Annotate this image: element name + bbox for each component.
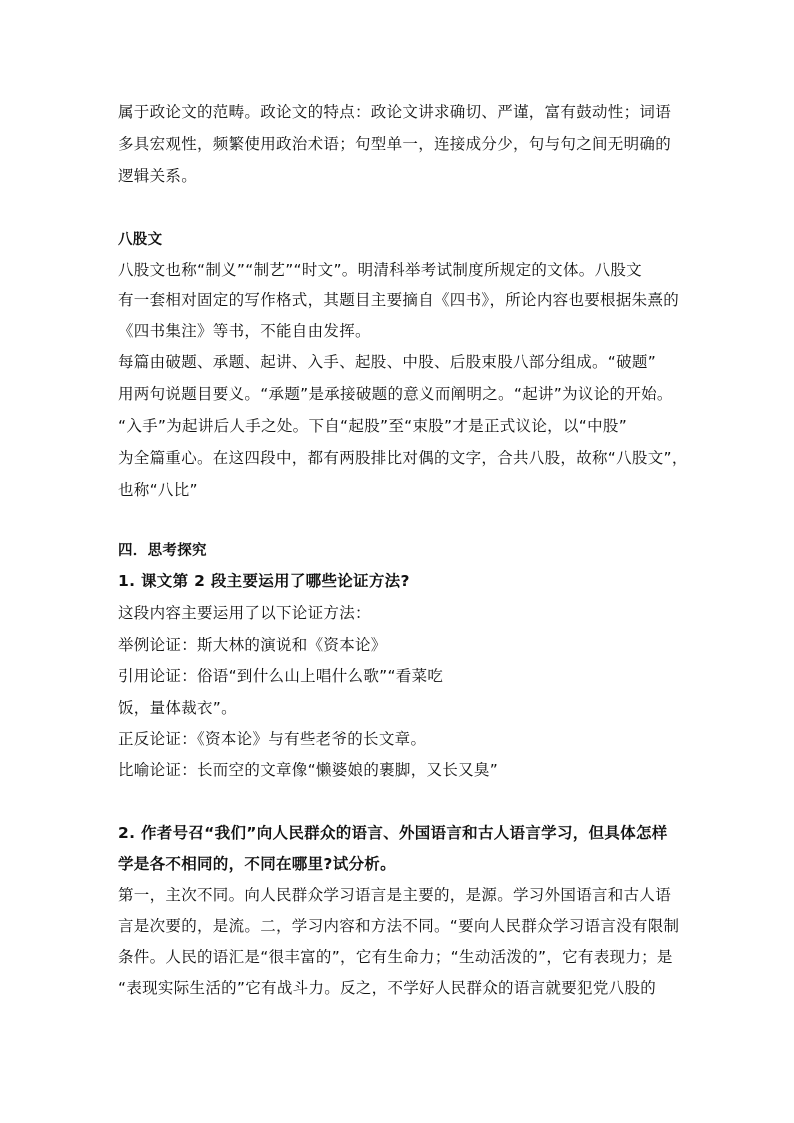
baguwen-line-8: 也称“八比” [118, 481, 198, 499]
answer-1-line-1: 这段内容主要运用了以下论证方法： [118, 604, 371, 622]
politics-line-2: 多具宏观性，频繁使用政治术语；句型单一，连接成分少，句与句之间无明确的 [118, 135, 672, 153]
question-1: 1. 课文第 2 段主要运用了哪些论证方法? [118, 572, 410, 590]
baguwen-line-5: 用两句说题目要义。“承题”是承接破题的意义而阐明之。“起讲”为议论的开始。 [118, 385, 673, 403]
answer-2-line-1: 第一，主次不同。向人民群众学习语言是主要的，是源。学习外国语言和古人语 [118, 886, 672, 904]
answer-1-line-4: 饭，量体裁衣”。 [118, 699, 237, 717]
baguwen-line-3: 《四书集注》等书，不能自由发挥。 [118, 322, 371, 340]
answer-2-line-2: 言是次要的，是流。二，学习内容和方法不同。“要向人民群众学习语言没有限制 [118, 917, 680, 935]
answer-1-line-6: 比喻论证：长而空的文章像“懒婆娘的裹脚，又长又臭” [118, 761, 499, 779]
question-2-line-2: 学是各不相同的，不同在哪里?试分析。 [118, 855, 396, 873]
section-four-title: 四．思考探究 [118, 543, 207, 559]
baguwen-title: 八股文 [118, 232, 163, 248]
baguwen-line-7: 为全篇重心。在这四段中，都有两股排比对偶的文字，合共八股，故称“八股文”， [118, 449, 688, 467]
question-2-line-1: 2. 作者号召“我们”向人民群众的语言、外国语言和古人语言学习，但具体怎样 [118, 824, 668, 842]
baguwen-line-1: 八股文也称“制义”“制艺”“时文”。明清科举考试制度所规定的文体。八股文 [118, 261, 642, 279]
baguwen-line-4: 每篇由破题、承题、起讲、入手、起股、中股、后股束股八部分组成。“破题” [118, 353, 657, 371]
politics-line-3: 逻辑关系。 [118, 167, 198, 185]
baguwen-line-2: 有一套相对固定的写作格式，其题目主要摘自《四书》，所论内容也要根据朱熹的 [118, 291, 680, 309]
answer-1-line-5: 正反论证：《资本论》与有些老爷的长文章。 [118, 730, 427, 748]
politics-line-1: 属于政论文的范畴。政论文的特点：政论文讲求确切、严谨，富有鼓动性；词语 [118, 103, 672, 121]
answer-1-line-2: 举例论证：斯大林的演说和《资本论》 [118, 636, 387, 654]
answer-2-line-3: 条件。人民的语汇是“很丰富的”，它有生命力；“生动活泼的”，它有表现力；是 [118, 948, 673, 966]
answer-1-line-3: 引用论证：俗语“到什么山上唱什么歌”“看菜吃 [118, 667, 444, 685]
baguwen-line-6: “入手”为起讲后人手之处。下自“起股”至“束股”才是正式议论，以“中股” [118, 417, 628, 435]
answer-2-line-4: “表现实际生活的”它有战斗力。反之，不学好人民群众的语言就要犯党八股的 [118, 979, 657, 997]
